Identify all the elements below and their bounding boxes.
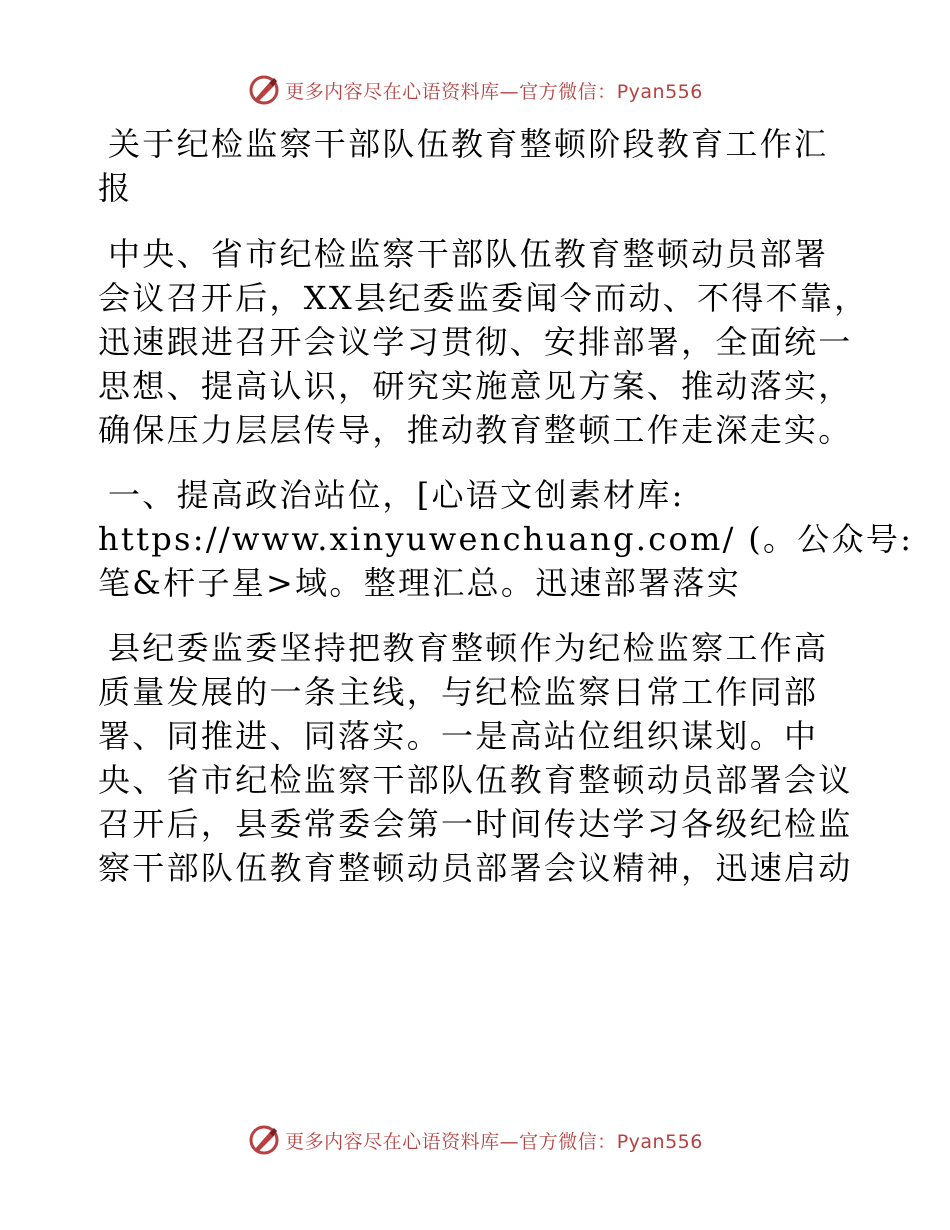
paragraph-line: 署、同推进、同落实。一是高站位组织谋划。中: [98, 717, 819, 755]
pen-logo-icon: [247, 1123, 281, 1157]
section-url-line: https://www.xinyuwenchuang.com/ (。公众号:: [98, 520, 914, 558]
footer-banner-wechat: Pyan556: [616, 1130, 703, 1153]
header-banner-main: 更多内容尽在心语资料库: [285, 80, 500, 103]
footer-banner: [0, 1120, 950, 1160]
paragraph-line: 察干部队伍教育整顿动员部署会议精神，迅速启动: [98, 849, 853, 887]
paragraph-intro: [98, 232, 869, 452]
paragraph-body: [98, 626, 858, 890]
paragraph-line: 质量发展的一条主线，与纪检监察日常工作同部: [98, 673, 819, 711]
header-banner-label: 官方微信：: [519, 80, 617, 103]
paragraph-line: 思想、提高认识，研究实施意见方案、推动落实，: [98, 367, 853, 405]
section-line: 笔&杆子星>域。整理汇总。迅速部署落实: [98, 564, 741, 602]
header-banner-dash: —: [499, 80, 520, 103]
paragraph-line: 召开后，县委常委会第一时间传达学习各级纪检监: [98, 805, 853, 843]
section-heading-1: [98, 473, 914, 605]
paragraph-line: 县纪委监委坚持把教育整顿作为纪检监察工作高: [108, 629, 829, 667]
header-banner: [0, 70, 950, 110]
footer-banner-label: 官方微信：: [519, 1130, 617, 1153]
title-line: 关于纪检监察干部队伍教育整顿阶段教育工作汇: [108, 125, 829, 163]
document-body: [98, 122, 914, 911]
paragraph-line: 会议召开后，XX县纪委监委闻令而动、不得不靠，: [98, 279, 869, 317]
header-banner-wechat: Pyan556: [616, 80, 703, 103]
section-line: 一、提高政治站位，[心语文创素材库:: [108, 476, 685, 514]
paragraph-line: 央、省市纪检监察干部队伍教育整顿动员部署会议: [98, 761, 853, 799]
paragraph-line: 迅速跟进召开会议学习贯彻、安排部署，全面统一: [98, 323, 853, 361]
footer-banner-main: 更多内容尽在心语资料库: [285, 1130, 500, 1153]
title-line: 报: [98, 169, 133, 207]
footer-banner-text: [285, 1127, 703, 1154]
header-banner-text: [285, 77, 703, 104]
footer-banner-dash: —: [499, 1130, 520, 1153]
document-title: [98, 122, 858, 210]
paragraph-line: 中央、省市纪检监察干部队伍教育整顿动员部署: [108, 235, 829, 273]
paragraph-line: 确保压力层层传导，推动教育整顿工作走深走实。: [98, 411, 853, 449]
pen-logo-icon: [247, 73, 281, 107]
